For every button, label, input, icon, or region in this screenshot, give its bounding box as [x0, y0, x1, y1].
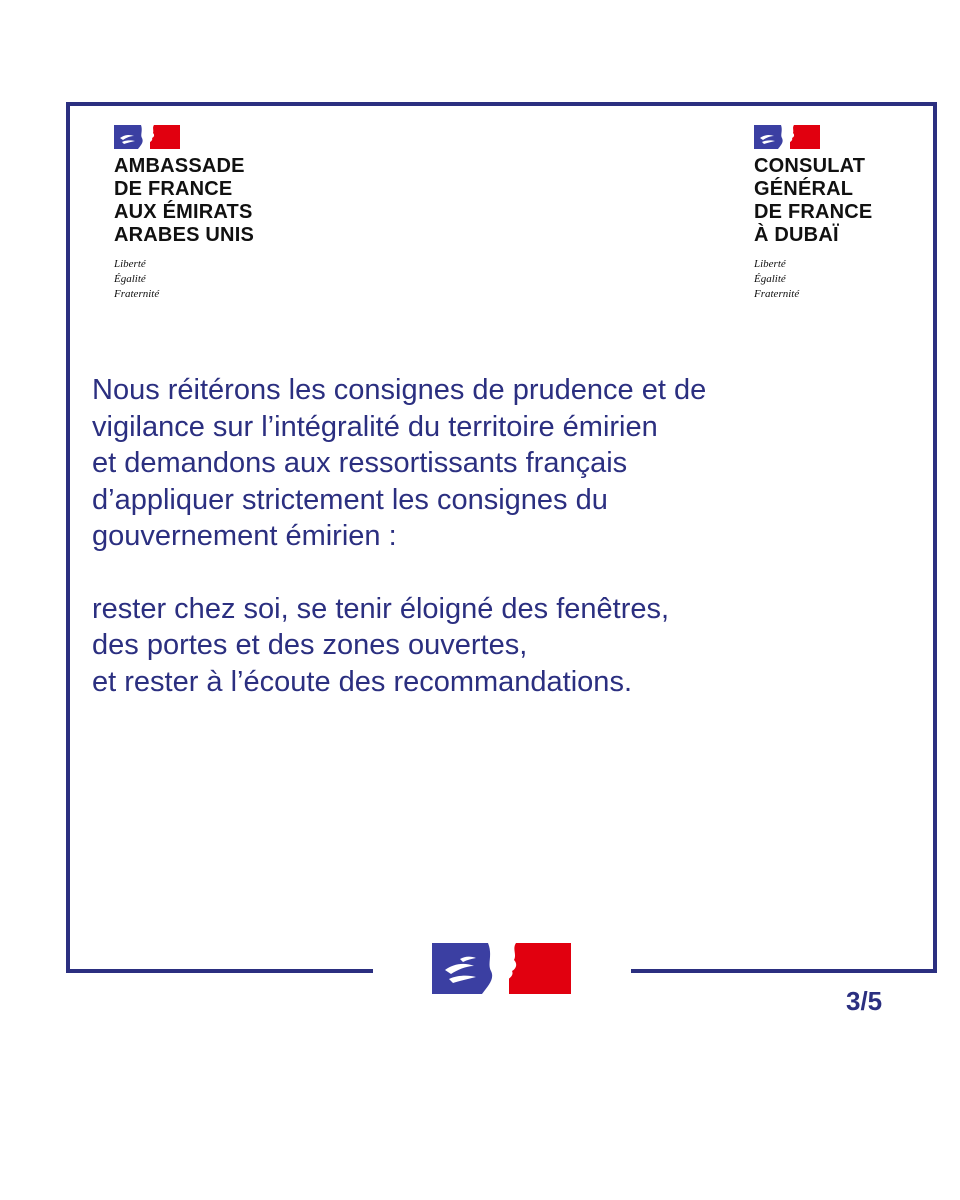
motto-egalite: Égalité — [754, 273, 786, 285]
frame-bottom-border-left — [66, 969, 373, 973]
marianne-icon — [114, 125, 180, 149]
consulate-name-line: DE FRANCE — [754, 201, 873, 223]
consulate-name-line: GÉNÉRAL — [754, 178, 854, 200]
embassy-name-line: AMBASSADE — [114, 155, 245, 177]
frame-top-border — [66, 102, 937, 106]
marianne-icon — [754, 125, 820, 149]
message-line: vigilance sur l’intégralité du territoire émirien — [92, 410, 658, 443]
message-line: et demandons aux ressortissants français — [92, 447, 628, 479]
consulate-motto — [754, 257, 872, 302]
frame-left-border — [66, 102, 70, 973]
message-line: et rester à l’écoute des recommandations. — [92, 665, 632, 698]
motto-fraternite: Fraternité — [114, 288, 160, 300]
message-line: rester chez soi, se tenir éloigné des fenêtres, — [92, 592, 670, 625]
consulate-name-line: À DUBAÏ — [754, 224, 839, 246]
frame-right-border — [933, 102, 937, 973]
paragraph-instructions — [92, 372, 892, 555]
page-indicator: 3/5 — [846, 986, 883, 1016]
consulate-name-line: CONSULAT — [754, 155, 866, 177]
embassy-logo — [114, 125, 254, 302]
advisory-message — [92, 372, 892, 700]
paragraph-recommendations — [92, 591, 892, 701]
motto-fraternite: Fraternité — [754, 288, 800, 300]
embassy-name-line: ARABES UNIS — [114, 224, 254, 246]
embassy-motto — [114, 257, 254, 302]
motto-liberte: Liberté — [114, 258, 146, 270]
embassy-name-line: AUX ÉMIRATS — [114, 201, 253, 223]
message-line: d’appliquer strictement les consignes du — [92, 483, 608, 516]
consulate-logo — [754, 125, 872, 302]
marianne-icon — [432, 943, 571, 994]
message-line: gouvernement émirien : — [92, 520, 397, 552]
motto-liberte: Liberté — [754, 258, 786, 270]
motto-egalite: Égalité — [114, 273, 146, 285]
message-line: Nous réitérons les consignes de prudence et de — [92, 374, 707, 406]
message-line: des portes et des zones ouvertes, — [92, 629, 528, 661]
embassy-name-line: DE FRANCE — [114, 178, 233, 200]
frame-bottom-border-right — [631, 969, 937, 973]
